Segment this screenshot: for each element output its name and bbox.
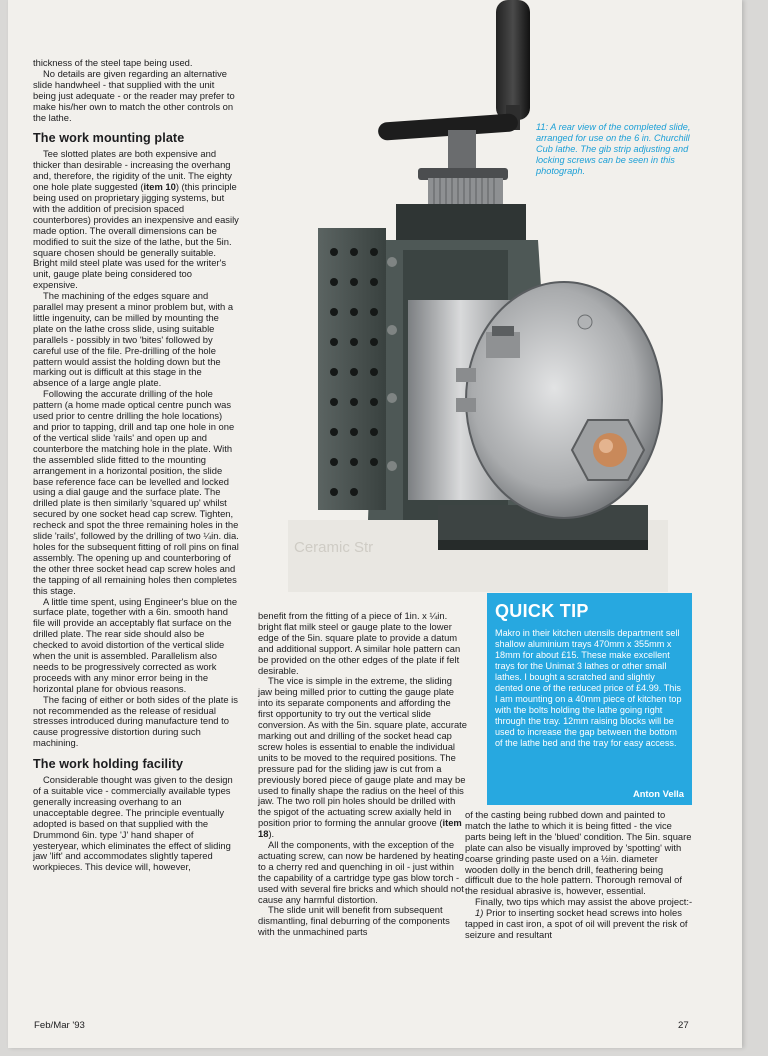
paragraph (465, 908, 693, 941)
background-sign-text: Ceramic Str (294, 539, 374, 556)
quick-tip-box (487, 593, 692, 805)
text-span: ). (268, 828, 275, 840)
magazine-page (8, 0, 742, 1048)
text-span: Tee slotted plates are both expensive and thicker than desirable - increasing the overhang and, therefore, the rigidity of the unit. The eighty one hole plate suggested ( (33, 148, 232, 193)
quick-tip-title: QUICK TIP (495, 601, 589, 621)
issue-date: Feb/Mar '93 (34, 1020, 85, 1031)
text-span: The vice is simple in the extreme, the sliding jaw being milled prior to cutting the gauge plate into its separate components and affording the first opportunity to try out the vertical slide conversion. As with the 5in. square plate, accurate marking out and drilling of the socket head cap screw holes is essential to enable the individual units to be moved to the required positions. The pressure pad for the sliding jaw is cut from a previously bored piece of gauge plate and may be used to finally shape the radius on the heel of this jaw. The two roll pin holes should be drilled with the spigot of the actuating screw axially held in position prior to forming the annular groove ( (258, 675, 467, 829)
article-column-2 (258, 611, 468, 938)
paragraph: benefit from the fitting of a piece of 1in. x ¼in. bright flat milk steel or gauge plate to the lower edge of the 5in. square plate to provide a datum and additional support. A similar hole pattern can be provided on the other edges of the plate if felt desirable. (258, 610, 461, 676)
text-span: ) (this principle being used on proprietary jigging systems, but with the addition of precision spaced counterbores) provides an inexpensive and easily made option. The overall dimensions can be modified to suit the size of the lathe, but the 5in. square chosen should be generally suitable. Bright mild steel plate was used for the writer's unit, gauge plate being considered too expensive. (33, 181, 239, 291)
paragraph (33, 149, 239, 291)
paragraph: Following the accurate drilling of the hole pattern (a home made optical centre punch was used prior to centre drilling the hole locations) and prior to tapping, drill and tap one hole in one of the vertical slide 'rails' and open up and counterbore the matching hole in the plate. With the assembled slide fitted to the mounting arrangement in a horizontal position, the slide base reference face can be levelled and locked using a dial gauge and the surface plate. The drilled plate is then similarly 'squared up' whilst secured by one socket head cap screw. Tighten, recheck and spot the three remaining holes in the slide 'rails', followed by the drilling of two ¼in. dia. holes for the subsequent fitting of roll pins on final assembly. The opening up and counterboring of the other three socket head cap screw holes and the tapping of all remaining holes then completes this stage. (33, 388, 239, 596)
photo-vertical-slide (288, 0, 668, 592)
item-reference: item 10 (143, 181, 176, 193)
paragraph: The facing of either or both sides of the plate is not recommended as the release of residual stresses introduced during manufacture tend to cause progressive distortion during such machining. (33, 693, 238, 749)
section-heading-work-holding-facility: The work holding facility (33, 757, 184, 772)
paragraph: The machining of the edges square and parallel may present a minor problem but, with a little ingenuity, can be milled by mounting the plate on the lathe cross slide, using suitable parallels - possibly in two 'bites' followed by careful use of the file. Pre-drilling of the hole pattern would assist the holding down but the marking out is difficult at this stage in the absence of a large angle plate. (33, 290, 234, 389)
paragraph: The slide unit will benefit from subsequent dismantling, final deburring of the components with the unmachined parts (258, 904, 450, 938)
item-reference: item 18 (258, 817, 462, 840)
paragraph: of the casting being rubbed down and painted to match the lathe to which it is being fitted - the vice parts being left in the 'blued' condition. The 5in. square plate can also be visually improved by 'spotting' with coarse grinding paste used on a ½in. diameter wooden dolly in the bench drill, feathering being difficult due to the hole pattern. Thorough removal of the residual abrasive is, however, essential. (465, 809, 692, 897)
paragraph: All the components, with the exception of the actuating screw, can now be hardened by heating to a cherry red and quenching in oil - just within the capability of a cartridge type gas blow torch - used with several fire bricks and which should not cause any harmful distortion. (258, 839, 464, 905)
paragraph: thickness of the steel tape being used. (33, 57, 193, 68)
quick-tip-body: Makro in their kitchen utensils department sell shallow aluminium trays 470mm x 355mm x 18mm for about £15. These make excellent trays for the Unimat 3 lathes or other small lathes. I bought a scratched and slightly dented one of the reduced price of £4.99. This I am mounting on a 40mm piece of kitchen top with the bolts holding the lathe going right through the tray. 12mm raising blocks will be used to increase the gap between the bottom of the lathe bed and the tray for easy access. (495, 628, 682, 748)
page-number: 27 (678, 1020, 689, 1031)
paragraph: Finally, two tips which may assist the above project:- (475, 896, 693, 908)
article-column-1 (33, 58, 239, 873)
paragraph: Considerable thought was given to the design of a suitable vice - commercially available types generally increasing overhang to an unacceptable degree. The principle eventually adopted is based on that supplied with the Drummond 6in. type 'J' hand shaper of yesteryear, which eliminates the effect of sliding jaw 'lift' and accommodates slightly tapered workpieces. This device will, however, (33, 774, 233, 873)
article-column-3 (465, 810, 693, 941)
tip-number: 1) (475, 907, 484, 919)
quick-tip-author: Anton Vella (632, 788, 684, 799)
paragraph (258, 676, 468, 840)
text-span: Prior to inserting socket head screws into holes tapped in cast iron, a spot of oil will prevent the risk of seizure and resultant (465, 907, 688, 940)
paragraph: No details are given regarding an alternative slide handwheel - that supplied with the unit being just adequate - or the reader may prefer to make his/her own to match the other controls on the lathe. (33, 67, 235, 123)
section-heading-work-mounting-plate: The work mounting plate (33, 131, 185, 146)
photo-caption: 11: A rear view of the completed slide, arranged for use on the 6 in. Churchill Cub lathe. The gib strip adjusting and locking screws can be seen in this photograph. (536, 122, 691, 176)
paragraph: A little time spent, using Engineer's blue on the surface plate, together with a 6in. smooth hand file will provide an acceptably flat surface on the drilled plate. The rear side should also be checked to avoid distortion of the vertical slide when the unit is assembled. Parallelism also needs to be progressively corrected as work proceeds with any minor error being in the horizontal plane for obvious reasons. (33, 595, 238, 694)
